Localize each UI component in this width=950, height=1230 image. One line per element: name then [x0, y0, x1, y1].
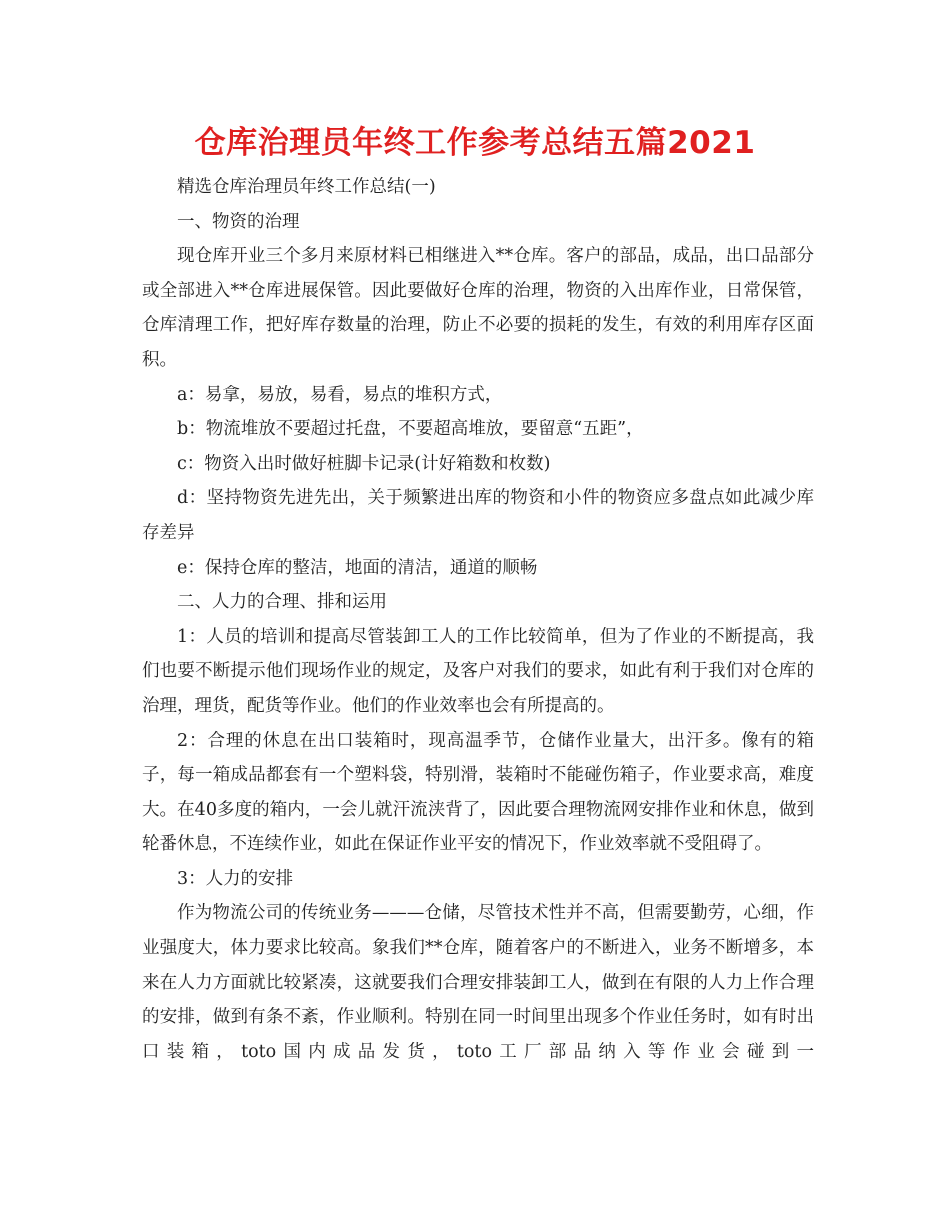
body-paragraph: 作为物流公司的传统业务———仓储，尽管技术性并不高，但需要勤劳，心细，作业强度大，体力要求比较高。象我们**仓库，随着客户的不断进入，业务不断增多，本来在人力方面就比较紧凑，这就要我们合理安排装卸工人，做到在有限的人力上作合理的安排，做到有条不紊，作业顺利。特别在同一时间里出现多个作业任务时，如有时出口装箱，toto国内成品发货，toto工厂部品纳入等作业会碰到一	[142, 903, 814, 1062]
list-item: a：易拿，易放，易看，易点的堆积方式，	[177, 384, 503, 405]
body-paragraph: 1：人员的培训和提高尽管装卸工人的工作比较简单，但为了作业的不断提高，我们也要不断提示他们现场作业的规定，及客户对我们的要求，如此有利于我们对仓库的治理，理货，配货等作业。他们的作业效率也会有所提高的。	[142, 626, 814, 716]
list-item: c：物资入出时做好桩脚卡记录(计好箱数和枚数)	[177, 453, 551, 474]
body-paragraph: 现仓库开业三个多月来原材料已相继进入**仓库。客户的部品，成品，出口品部分或全部进入**仓库进展保管。因此要做好仓库的治理，物资的入出库作业，日常保管，仓库清理工作，把好库存数量的治理，防止不必要的损耗的发生，有效的利用库存区面积。	[142, 246, 814, 370]
document-body	[142, 170, 814, 1069]
list-item: d：坚持物资先进先出，关于频繁进出库的物资和小件的物资应多盘点如此减少库存差异	[142, 488, 814, 543]
subsection-heading: 3：人力的安排	[177, 868, 294, 889]
section-heading: 二、人力的合理、排和运用	[177, 592, 387, 613]
list-item: b：物流堆放不要超过托盘，不要超高堆放，要留意“五距”，	[177, 419, 644, 440]
document-title: 仓库治理员年终工作参考总结五篇2021	[194, 125, 756, 161]
body-paragraph: 2：合理的休息在出口装箱时，现高温季节，仓储作业量大，出汗多。像有的箱子，每一箱成品都套有一个塑料袋，特别滑，装箱时不能碰伤箱子，作业要求高，难度大。在40多度的箱内，一会儿就汗流浃背了，因此要合理物流网安排作业和休息，做到轮番休息，不连续作业，如此在保证作业平安的情况下，作业效率就不受阻碍了。	[142, 730, 814, 855]
list-item: e：保持仓库的整洁，地面的清洁，通道的顺畅	[177, 557, 538, 578]
section-heading: 一、物资的治理	[177, 211, 300, 232]
subtitle-paragraph: 精选仓库治理员年终工作总结(一)	[177, 177, 436, 197]
